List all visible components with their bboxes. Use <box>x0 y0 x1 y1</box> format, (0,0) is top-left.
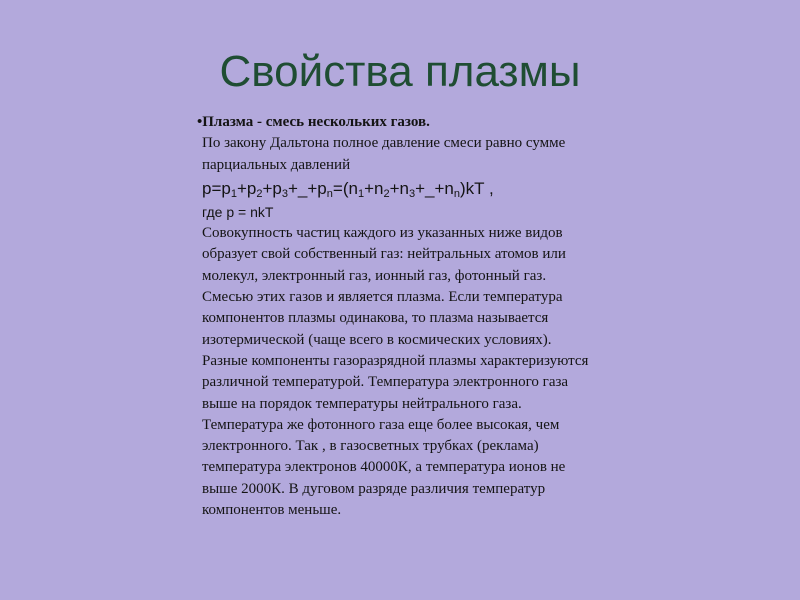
text-line: различной температурой. Температура электронного газа <box>202 374 569 391</box>
text-line: По закону Дальтона полное давление смеси равно сумме <box>202 135 566 152</box>
text-line: Температура же фотонного газа еще более высокая, чем <box>202 416 560 433</box>
slide-title: Свойства плазмы <box>219 47 581 96</box>
text-line: выше на порядок температуры нейтрального газа. <box>202 395 522 412</box>
text-line: молекул, электронный газ, ионный газ, фотонный газ. <box>202 267 547 284</box>
text-line: электронного. Так , в газосветных трубках (реклама) <box>202 438 539 455</box>
text-line: Смесью этих газов и является плазма. Если температура <box>202 289 563 306</box>
text-line: выше 2000К. В дуговом разряде различия температур <box>202 480 546 497</box>
text-line: компонентов плазмы одинакова, то плазма называется <box>202 310 549 327</box>
text-line: компонентов меньше. <box>202 502 342 519</box>
text-line: температура электронов 40000К, а температура ионов не <box>202 459 566 476</box>
text-line: образует свой собственный газ: нейтральных атомов или <box>202 246 566 263</box>
dalton-formula: $p=p_1+p_2+p_3+\_+p_n=(n_1+n_2+n_3+\_+n_n)kT$ , <box>202 178 494 200</box>
text-line: парциальных давлений <box>202 156 351 173</box>
text-line: Совокупность частиц каждого из указанных ниже видов <box>202 225 563 242</box>
slide-content <box>197 112 672 521</box>
text-line: изотермической (чаще всего в космических условиях). <box>202 331 552 348</box>
where-line: где p = nkT <box>202 203 274 220</box>
bullet-item <box>197 112 672 133</box>
bullet-icon: • <box>197 114 203 130</box>
bullet-text: Плазма - смесь нескольких газов. <box>202 114 430 130</box>
text-line: Разные компоненты газоразрядной плазмы характеризуются <box>202 352 589 369</box>
